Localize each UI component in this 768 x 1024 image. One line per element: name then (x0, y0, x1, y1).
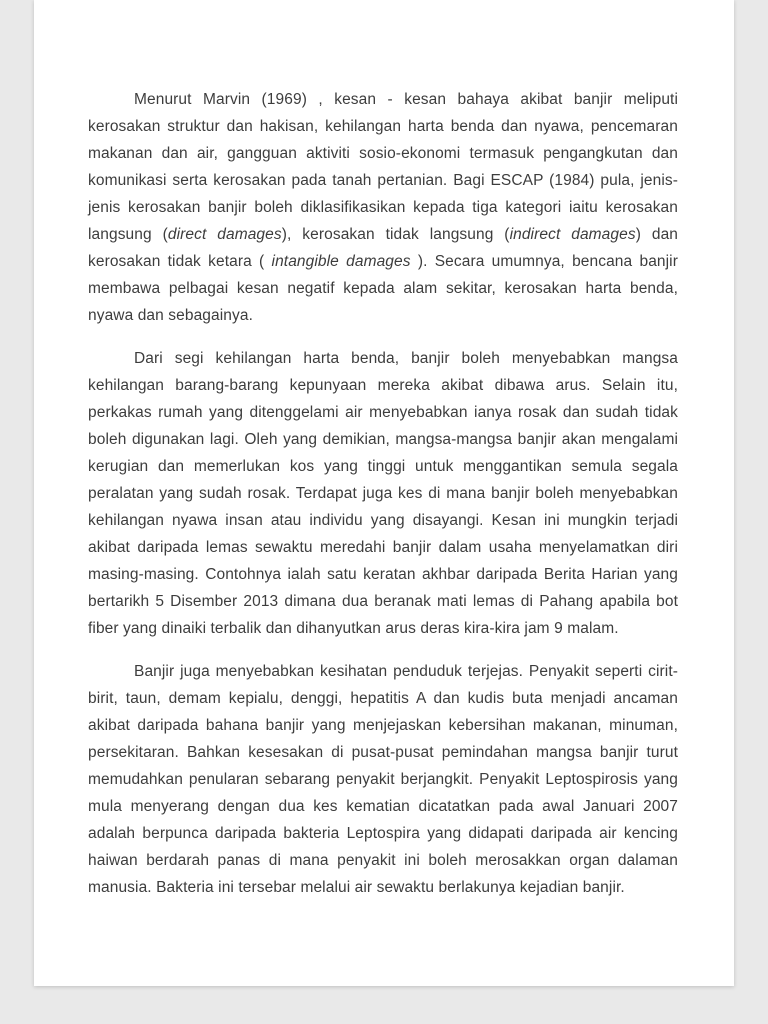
document-content (88, 86, 678, 917)
italic-run: indirect damages (509, 226, 636, 243)
document-page (34, 0, 734, 986)
italic-run: direct damages (167, 226, 282, 243)
paragraph-1 (88, 86, 678, 329)
text-run: Menurut Marvin (1969) , kesan - kesan bahaya akibat banjir meliputi kerosakan struktur dan hakisan, kehilangan harta benda dan nyawa, pencemaran makanan dan air, gangguan aktiviti sosio-ekonomi termasuk pengangkutan dan komunikasi serta kerosakan pada tanah pertanian. Bagi ESCAP (1984) pula, jenis-jenis kerosakan banjir boleh diklasifikasikan kepada tiga kategori iaitu kerosakan langsung ( (88, 91, 678, 243)
text-run: Banjir juga menyebabkan kesihatan penduduk terjejas. Penyakit seperti cirit-birit, taun, demam kepialu, denggi, hepatitis A dan kudis buta menjadi ancaman akibat daripada bahana banjir yang menjejaskan kebersihan makanan, minuman, persekitaran. Bahkan kesesakan di pusat-pusat pemindahan mangsa banjir turut memudahkan penularan sebarang penyakit berjangkit. Penyakit Leptospirosis yang mula menyerang dengan dua kes kematian dicatatkan pada awal Januari 2007 adalah berpunca daripada bakteria Leptospira yang didapati daripada air kencing haiwan berdarah panas di mana penyakit ini boleh merosakkan organ dalaman manusia. Bakteria ini tersebar melalui air sewaktu berlakunya kejadian banjir. (88, 663, 678, 896)
paragraph-2 (88, 345, 678, 642)
text-run: ). Secara umumnya, bencana banjir membawa pelbagai kesan negatif kepada alam sekitar, kerosakan harta benda, nyawa dan sebagainya. (88, 253, 678, 324)
italic-run: intangible damages (271, 253, 411, 270)
text-run: ) dan kerosakan tidak ketara ( (88, 226, 679, 270)
paragraph-3 (88, 658, 678, 901)
text-run: ), kerosakan tidak langsung ( (281, 226, 510, 243)
text-run: Dari segi kehilangan harta benda, banjir boleh menyebabkan mangsa kehilangan barang-barang kepunyaan mereka akibat dibawa arus. Selain itu, perkakas rumah yang ditenggelami air menyebabkan ianya rosak dan sudah tidak boleh digunakan lagi. Oleh yang demikian, mangsa-mangsa banjir akan mengalami kerugian dan memerlukan kos yang tinggi untuk menggantikan semula segala peralatan yang sudah rosak. Terdapat juga kes di mana banjir boleh menyebabkan kehilangan nyawa insan atau individu yang disayangi. Kesan ini mungkin terjadi akibat daripada lemas sewaktu meredahi banjir dalam usaha menyelamatkan diri masing-masing. Contohnya ialah satu keratan akhbar daripada Berita Harian yang bertarikh 5 Disember 2013 dimana dua beranak mati lemas di Pahang apabila bot fiber yang dinaiki terbalik dan dihanyutkan arus deras kira-kira jam 9 malam. (88, 350, 678, 637)
